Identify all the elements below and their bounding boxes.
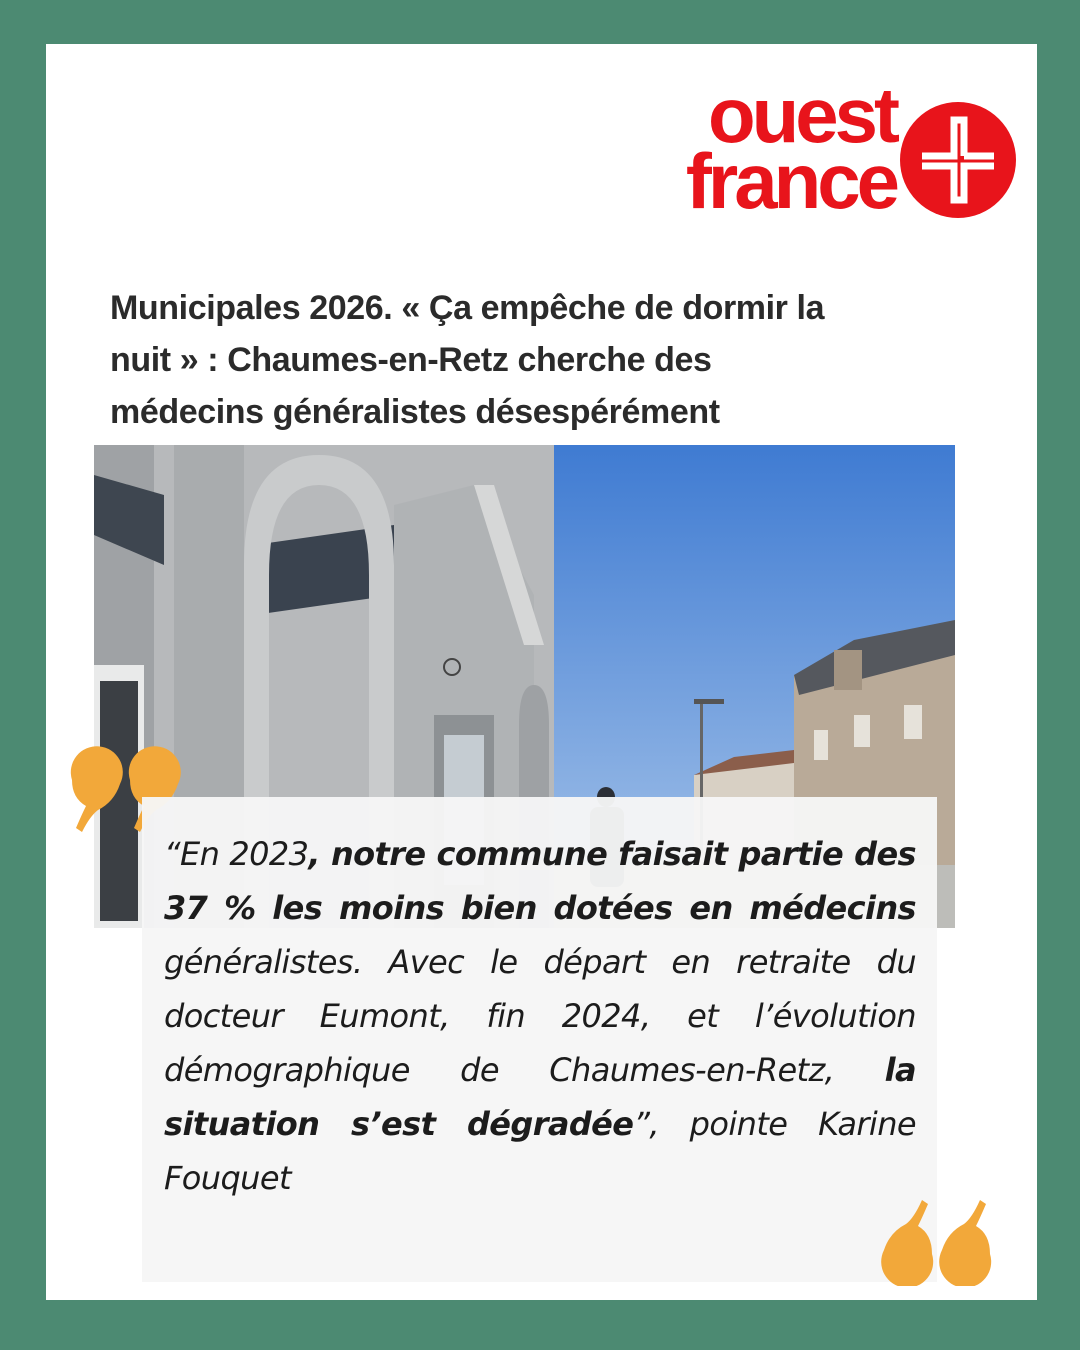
logo-line-1: ouest [707,71,896,159]
quote-text [164,827,916,1205]
article-headline: Municipales 2026. « Ça empêche de dormir la nuit » : Chaumes-en-Retz cherche des médecins généralistes désespérément [110,289,825,431]
quote-segment: ”, pointe Karine Fouquet [164,1105,916,1197]
quote-segment: généralistes. Avec le départ en retraite du docteur Eumont, fin 2024, et l’évolution démographique de Chaumes-en-Retz, [164,943,916,1089]
ouest-france-logo [606,71,1022,225]
quote-segment-bold: la situation s’est dégradée [164,1051,916,1143]
logo-wordmark [606,71,896,225]
post-card [46,44,1037,1300]
quote-box [142,797,937,1282]
close-quote-icon [878,1196,994,1286]
quote-segment-bold: , notre commune faisait partie des 37 % les moins bien dotées en médecins [164,835,916,927]
ouest-france-logo-icon [898,100,1018,220]
logo-line-2: france [685,137,896,225]
quote-segment: “En 2023 [164,835,309,873]
